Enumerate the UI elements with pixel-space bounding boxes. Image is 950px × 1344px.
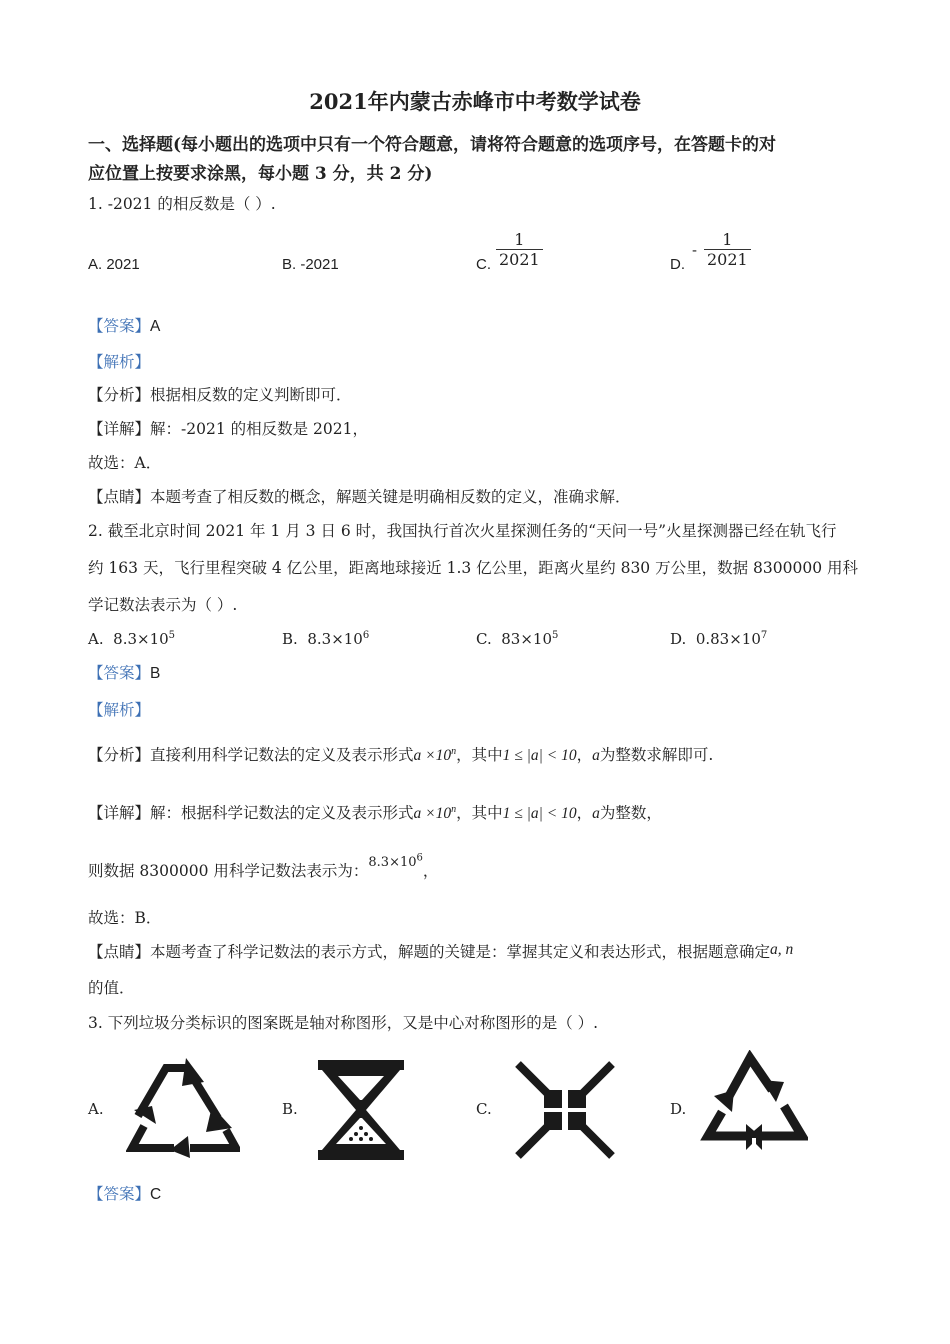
math-form: a ×10 xyxy=(413,747,452,764)
q3-answer xyxy=(88,1183,161,1206)
option-base: 8.3×10 xyxy=(307,630,363,648)
answer-value: C xyxy=(150,1186,162,1203)
math-range: 1 ≤ |a| < 10 xyxy=(502,747,577,764)
text: ，其中 xyxy=(456,804,503,822)
fraction-numerator: 1 xyxy=(722,230,733,249)
option-label: B. xyxy=(282,630,298,648)
q3-option-d-label: D. xyxy=(670,1100,687,1118)
math-exponent: 6 xyxy=(416,852,423,864)
q2-stem-line1: 2. 截至北京时间 2021 年 1 月 3 日 6 时，我国执行首次火星探测任务的“天问一号”火星探测器已经在轨飞行 xyxy=(88,522,837,540)
q3-stem: 3. 下列垃圾分类标识的图案既是轴对称图形，又是中心对称图形的是（ ）. xyxy=(88,1014,599,1032)
section-heading-line1: 一、选择题(每小题出的选项中只有一个符合题意，请将符合题意的选项序号，在答题卡的对 xyxy=(88,135,777,155)
q2-analysis-tag: 【解析】 xyxy=(88,701,151,719)
q2-option-b xyxy=(282,630,369,648)
q2-guxuan: 故选：B． xyxy=(88,909,162,927)
q1-option-c-fraction xyxy=(496,230,543,269)
option-exponent: 5 xyxy=(168,630,176,641)
q2-option-a xyxy=(88,630,175,648)
math-form: a ×10 xyxy=(413,805,452,822)
option-base: 83×10 xyxy=(501,630,553,648)
recycle-triangle-icon xyxy=(126,1058,240,1158)
q1-xiangjie: 【详解】解：-2021 的相反数是 2021， xyxy=(88,420,368,438)
option-exponent: 7 xyxy=(760,630,768,641)
math-base: 8.3×10 xyxy=(368,855,417,870)
option-base: 8.3×10 xyxy=(113,630,169,648)
math-exponent: n xyxy=(451,803,457,815)
hourglass-icon xyxy=(316,1058,406,1162)
q1-fenxi: 【分析】根据相反数的定义判断即可． xyxy=(88,386,352,404)
q1-answer xyxy=(88,315,160,338)
q1-option-d-fraction xyxy=(704,230,751,269)
text: ， xyxy=(422,862,439,880)
option-label: D. xyxy=(670,630,687,648)
math-var: a xyxy=(592,805,600,822)
q1-option-d-sign: - xyxy=(692,242,697,259)
q2-option-d xyxy=(670,630,767,648)
q2-answer xyxy=(88,662,160,685)
answer-tag: 【答案】 xyxy=(88,664,151,682)
math-exponent: n xyxy=(451,745,457,757)
page-title: 2021年内蒙古赤峰市中考数学试卷 xyxy=(309,89,641,114)
option-label: A. xyxy=(88,630,104,648)
answer-tag: 【答案】 xyxy=(88,317,151,335)
q2-stem-line2: 约 163 天，飞行里程突破 4 亿公里，距离地球接近 1.3 亿公里，距离火星约 830 万公里，数据 8300000 用科 xyxy=(88,559,858,577)
q2-fenxi: 【分析】直接利用科学记数法的定义及表示形式$a \times 10^n$，其中1 ≤ |a| < 10，a为整数求解即可. xyxy=(88,745,714,764)
text: 【分析】直接利用科学记数法的定义及表示形式 xyxy=(88,746,414,764)
fraction-denominator: 2021 xyxy=(704,249,751,269)
text: 为整数求解即可. xyxy=(599,746,714,764)
q1-analysis-tag: 【解析】 xyxy=(88,353,151,371)
q2-xiangjie: 【详解】解：根据科学记数法的定义及表示形式$a \times 10^n$，其中1 ≤ |a| < 10，a为整数， xyxy=(88,803,662,822)
fraction-numerator: 1 xyxy=(514,230,525,249)
q1-dianjing: 【点睛】本题考查了相反数的概念，解题关键是明确相反数的定义，准确求解． xyxy=(88,488,631,506)
q1-stem: 1. -2021 的相反数是（ ）. xyxy=(88,195,276,213)
q2-option-c xyxy=(476,630,558,648)
math-range: 1 ≤ |a| < 10 xyxy=(502,805,577,822)
q2-result xyxy=(88,852,439,884)
q1-option-b: B. -2021 xyxy=(282,256,339,273)
fraction-denominator: 2021 xyxy=(496,249,543,269)
text: 则数据 8300000 用科学记数法表示为： xyxy=(88,862,369,880)
recycle-hexagon-icon xyxy=(700,1050,808,1164)
q2-stem-line3: 学记数法表示为（ ）. xyxy=(88,596,238,614)
math-var: a, n xyxy=(770,941,794,958)
section-heading-line2: 应位置上按要求涂黑，每小题 3 分，共 2 分) xyxy=(88,164,433,184)
q3-option-b-label: B. xyxy=(282,1100,298,1118)
text: ，其中 xyxy=(456,746,503,764)
option-exponent: 6 xyxy=(362,630,370,641)
q3-option-c-label: C. xyxy=(476,1100,492,1118)
math-var: a xyxy=(592,747,600,764)
option-exponent: 5 xyxy=(552,630,559,641)
q1-option-c-label: C. xyxy=(476,256,491,273)
q1-option-a: A. 2021 xyxy=(88,256,140,273)
text: 【详解】解：根据科学记数法的定义及表示形式 xyxy=(88,804,414,822)
answer-value: A xyxy=(150,318,161,335)
answer-tag: 【答案】 xyxy=(88,1185,151,1203)
q2-dianjing-line2: 的值． xyxy=(88,979,135,997)
q1-guxuan: 故选：A． xyxy=(88,454,162,472)
text: 为整数， xyxy=(599,804,662,822)
q1-option-d-label: D. xyxy=(670,256,685,273)
option-base: 0.83×10 xyxy=(695,630,761,648)
q3-option-a-label: A. xyxy=(88,1100,104,1118)
option-label: C. xyxy=(476,630,492,648)
inward-arrows-icon xyxy=(514,1060,616,1160)
q2-dianjing xyxy=(88,941,793,964)
text: 【点睛】本题考查了科学记数法的表示方式，解题的关键是：掌握其定义和表达形式，根据题意确定 xyxy=(88,943,771,961)
answer-value: B xyxy=(150,665,161,682)
